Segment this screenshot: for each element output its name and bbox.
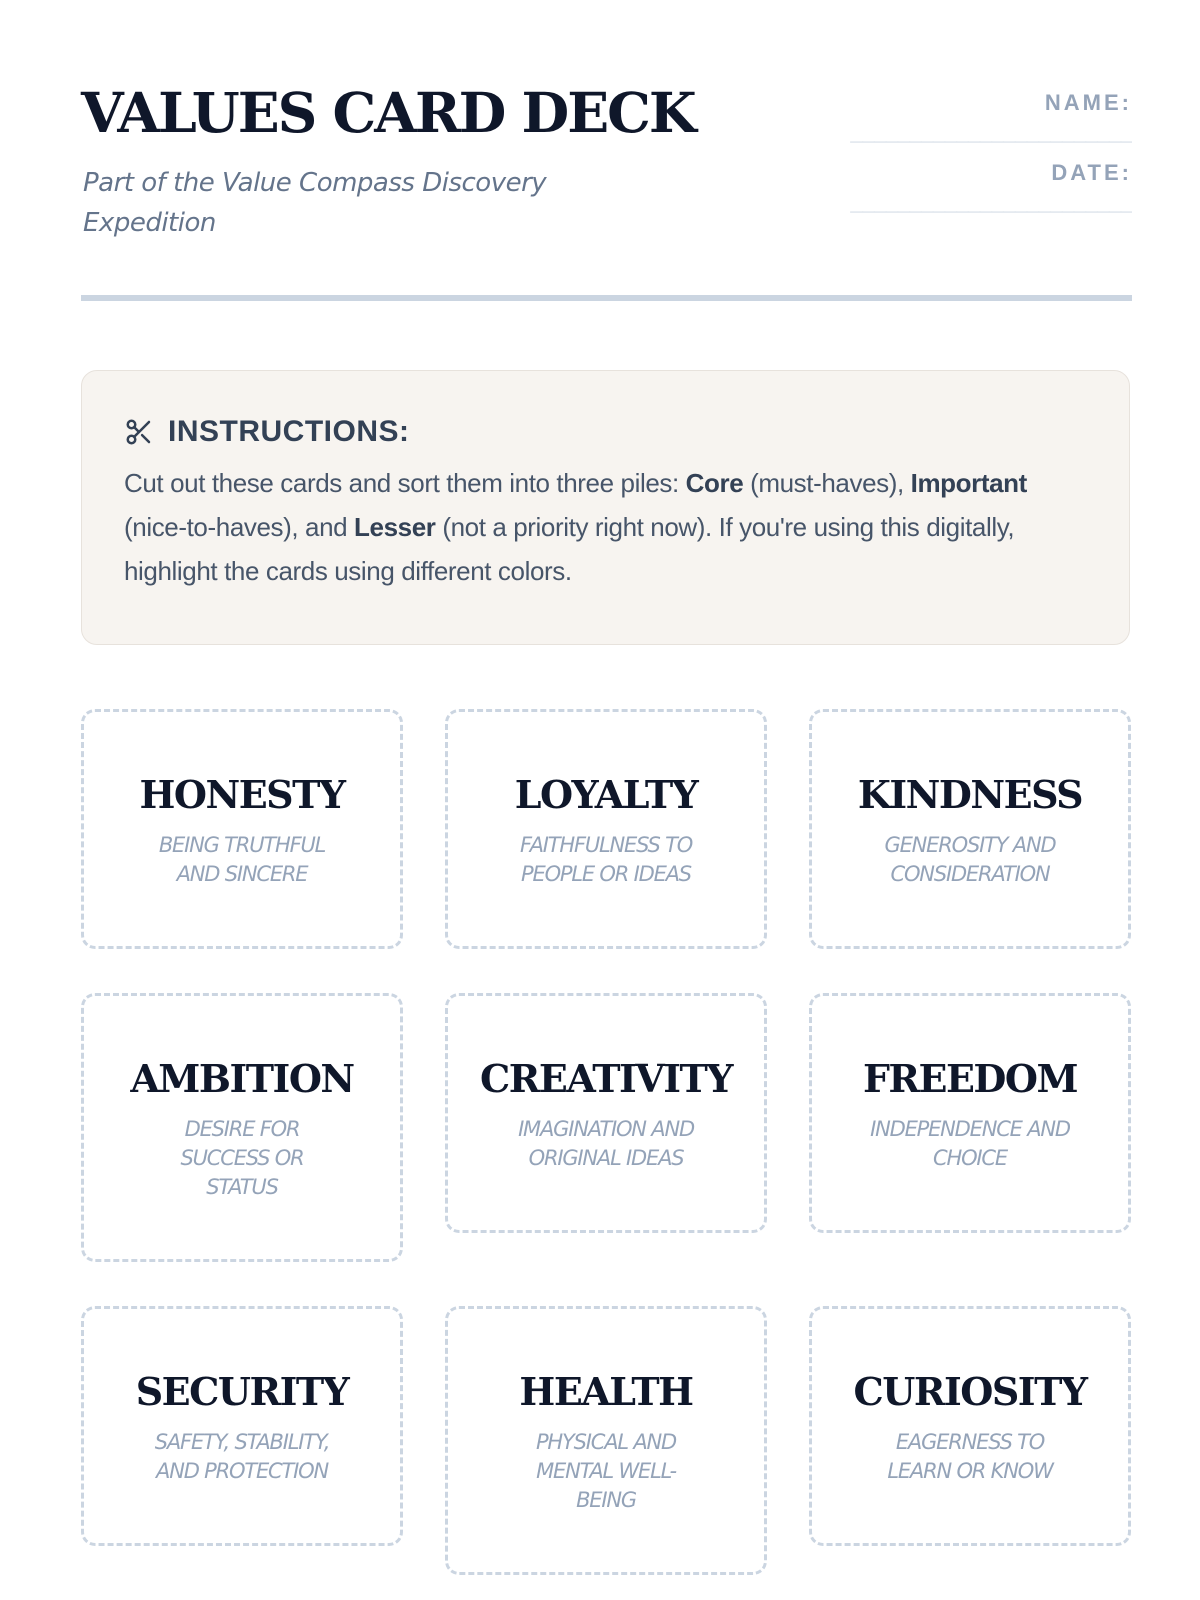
value-card-security[interactable]	[81, 1306, 403, 1546]
card-title: CURIOSITY	[853, 1369, 1087, 1414]
card-title: CREATIVITY	[480, 1056, 732, 1101]
instructions-text-part: (nice-to-haves), and	[124, 512, 355, 542]
card-title: HONESTY	[139, 772, 345, 817]
value-card-curiosity[interactable]	[809, 1306, 1131, 1546]
card-description: IMAGINATION AND ORIGINAL IDEAS	[518, 1117, 694, 1170]
page-subtitle: Part of the Value Compass Discovery Expedition	[83, 168, 547, 238]
value-card-creativity[interactable]	[445, 993, 767, 1233]
card-description: GENEROSITY AND CONSIDERATION	[884, 833, 1056, 886]
value-card-freedom[interactable]	[809, 993, 1131, 1233]
card-description: SAFETY, STABILITY, AND PROTECTION	[154, 1430, 330, 1483]
instructions-header	[124, 415, 1087, 449]
instructions-text-part: Cut out these cards and sort them into three piles:	[124, 468, 686, 498]
card-description: INDEPENDENCE AND CHOICE	[870, 1117, 1070, 1170]
card-description: BEING TRUTHFUL AND SINCERE	[158, 833, 326, 886]
worksheet-page	[81, 0, 1132, 1600]
instructions-text-part: (must-haves),	[743, 468, 911, 498]
name-blank-line[interactable]: ________________________	[850, 118, 1132, 143]
card-title: HEALTH	[519, 1369, 693, 1414]
card-title: FREEDOM	[862, 1056, 1078, 1101]
name-label: NAME:	[1044, 90, 1132, 115]
card-title: SECURITY	[135, 1369, 349, 1414]
header-divider	[81, 295, 1132, 301]
value-card-loyalty[interactable]	[445, 709, 767, 949]
pile-core-label: Core	[685, 468, 744, 498]
date-label: DATE:	[1051, 160, 1132, 185]
card-description: EAGERNESS TO LEARN OR KNOW	[887, 1430, 1053, 1483]
pile-important-label: Important	[910, 468, 1027, 498]
instructions-title: INSTRUCTIONS:	[168, 415, 410, 448]
date-blank-line[interactable]: ________________________	[850, 188, 1132, 213]
pile-lesser-label: Lesser	[354, 512, 436, 542]
value-card-kindness[interactable]	[809, 709, 1131, 949]
card-title: AMBITION	[130, 1056, 354, 1101]
card-description: PHYSICAL AND MENTAL WELL-BEING	[535, 1430, 677, 1512]
card-description: FAITHFULNESS TO PEOPLE OR IDEAS	[519, 833, 693, 886]
value-card-honesty[interactable]	[81, 709, 403, 949]
card-title: KINDNESS	[857, 772, 1083, 817]
instructions-text-part: (not a priority right now). If you're using this digitally, highlight the cards using different colors.	[124, 512, 1015, 586]
card-description: DESIRE FOR SUCCESS OR STATUS	[180, 1117, 304, 1199]
card-title: LOYALTY	[514, 772, 698, 817]
scissors-icon	[124, 417, 154, 447]
instructions-text	[124, 461, 1087, 593]
value-card-health[interactable]	[445, 1306, 767, 1575]
name-date-fields	[712, 90, 1132, 216]
instructions-box	[81, 370, 1130, 645]
value-card-ambition[interactable]	[81, 993, 403, 1262]
page-title: VALUES CARD DECK	[81, 80, 695, 145]
